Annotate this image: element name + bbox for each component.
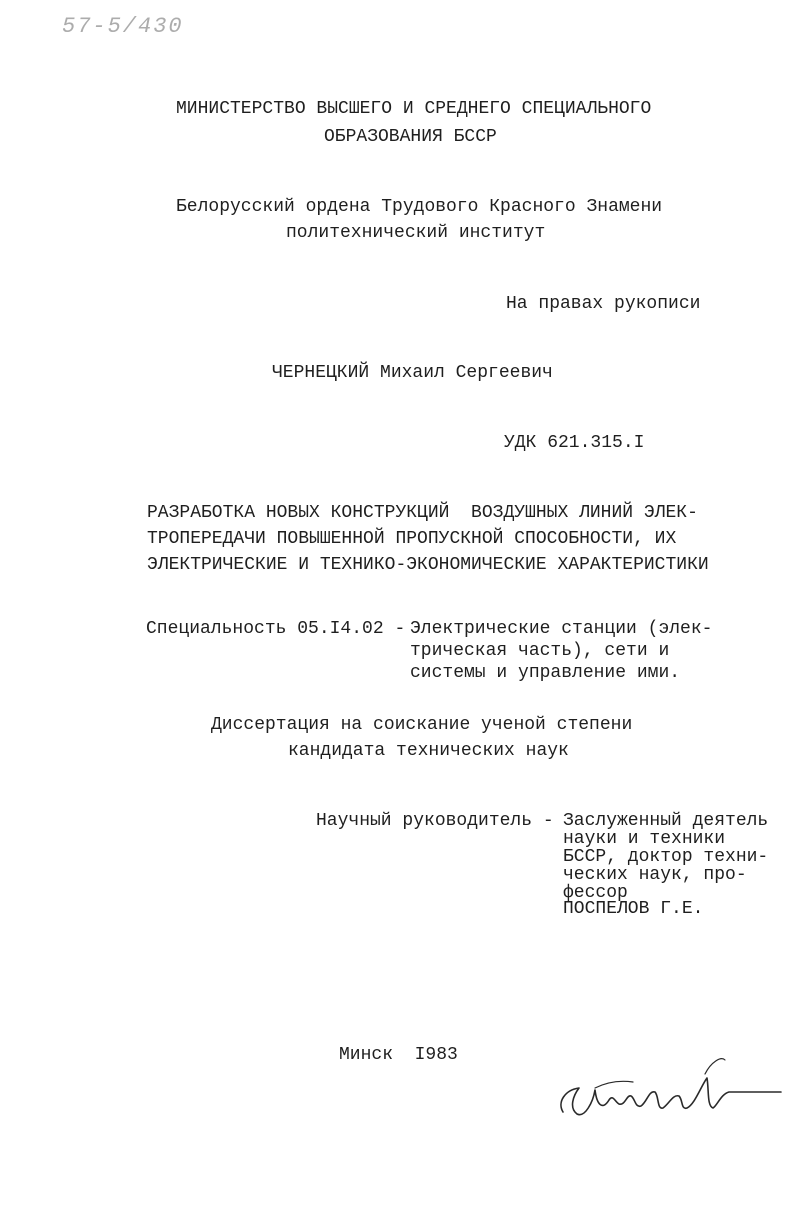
advisor-line-6: ПОСПЕЛОВ Г.Е. [563,899,704,919]
specialty-line-3: системы и управление ими. [410,663,681,683]
manuscript-rights: На правах рукописи [506,294,701,314]
ministry-line-2: ОБРАЗОВАНИЯ БССР [324,127,497,147]
author-name: ЧЕРНЕЦКИЙ Михаил Сергеевич [272,363,553,383]
advisor-label: Научный руководитель - [316,811,565,831]
degree-line-1: Диссертация на соискание ученой степени [211,715,633,735]
specialty-line-1: Электрические станции (элек- [410,619,713,639]
city-year: Минск I983 [339,1045,458,1065]
specialty-line-2: трическая часть), сети и [410,641,670,661]
institute-line-2: политехнический институт [286,223,546,243]
ministry-line-1: МИНИСТЕРСТВО ВЫСШЕГО И СРЕДНЕГО СПЕЦИАЛЬНОГО [176,99,652,119]
thesis-title-line-2: ТРОПЕРЕДАЧИ ПОВЫШЕННОЙ ПРОПУСКНОЙ СПОСОБНОСТИ, ИХ [147,529,677,549]
archive-stamp: 57-5/430 [62,14,184,39]
advisor-line-2: науки и техники [563,829,726,849]
udk-code: УДК 621.315.I [504,433,645,453]
institute-line-1: Белорусский ордена Трудового Красного Знамени [176,197,663,217]
specialty-label: Специальность 05.I4.02 - [146,619,417,639]
handwritten-signature [555,1050,785,1130]
advisor-line-3: БССР, доктор техни- [563,847,769,867]
thesis-title-line-3: ЭЛЕКТРИЧЕСКИЕ И ТЕХНИКО-ЭКОНОМИЧЕСКИЕ ХАРАКТЕРИСТИКИ [147,555,709,575]
advisor-line-4: ческих наук, про- [563,865,747,885]
thesis-title-line-1: РАЗРАБОТКА НОВЫХ КОНСТРУКЦИЙ ВОЗДУШНЫХ ЛИНИЙ ЭЛЕК- [147,503,698,523]
advisor-line-5: фессор [563,883,628,903]
advisor-line-1: Заслуженный деятель [563,811,769,831]
degree-line-2: кандидата технических наук [288,741,569,761]
